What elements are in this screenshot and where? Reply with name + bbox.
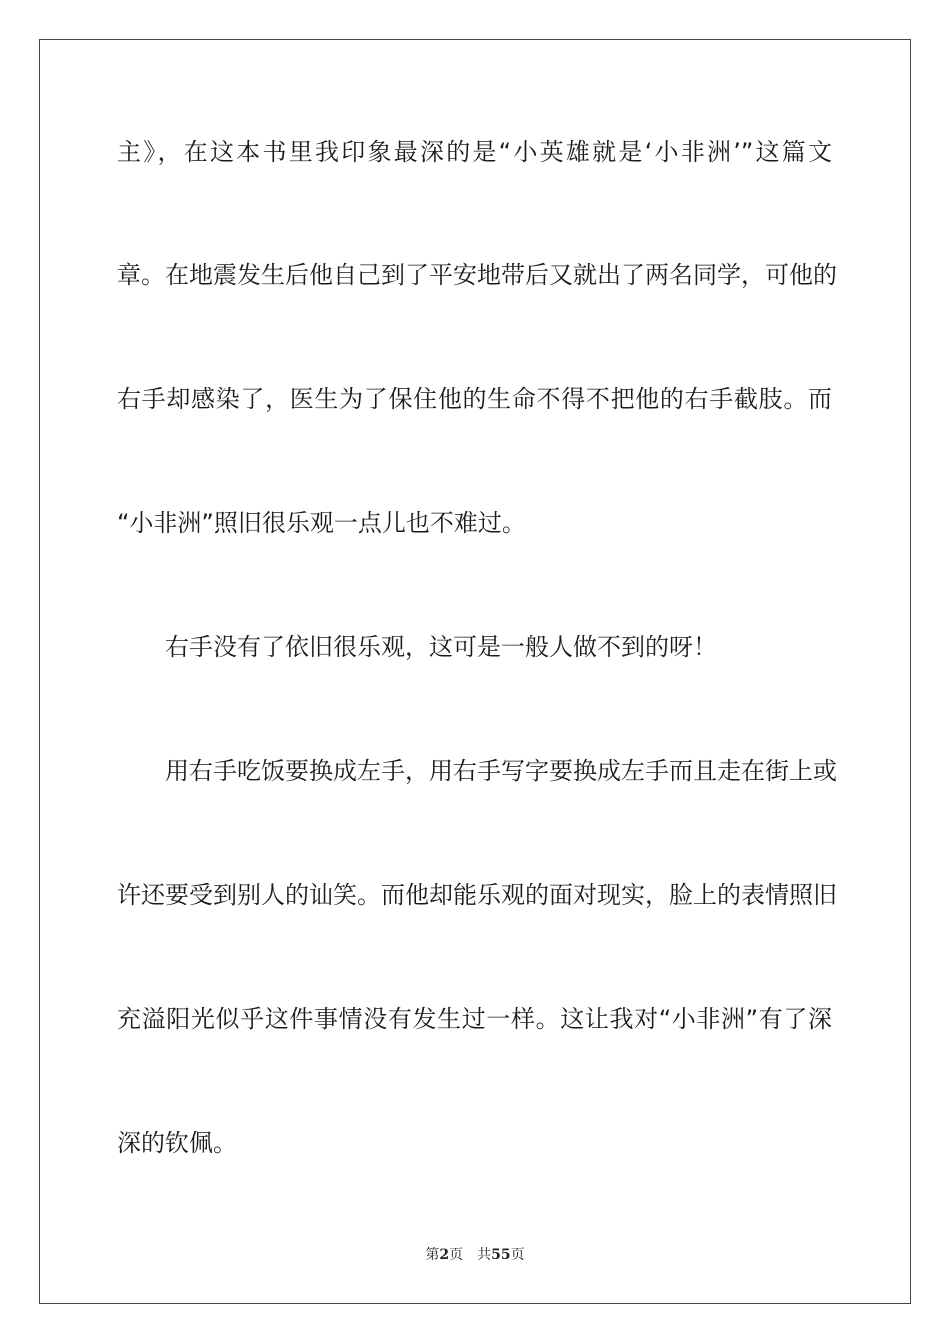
total-prefix: 共	[477, 1247, 492, 1263]
paragraph-line: 许还要受到别人的讪笑。而他却能乐观的面对现实，脸上的表情照旧	[117, 881, 837, 909]
total-suffix: 页	[510, 1247, 525, 1263]
page-suffix: 页	[449, 1247, 464, 1263]
page-number-footer	[0, 1245, 950, 1265]
paragraph-line: 深的钦佩。	[117, 1129, 237, 1157]
current-page-number: 2	[439, 1247, 450, 1263]
total-page-count: 55	[491, 1247, 511, 1263]
paragraph-line: 用右手吃饭要换成左手，用右手写字要换成左手而且走在街上或	[165, 757, 837, 785]
paragraph-line: “小非洲”照旧很乐观一点儿也不难过。	[117, 509, 526, 537]
paragraph-line: 右手没有了依旧很乐观，这可是一般人做不到的呀！	[165, 633, 717, 661]
paragraph-line: 主》，在这本书里我印象最深的是“小英雄就是‘小非洲’”这篇文	[117, 138, 832, 166]
page-border	[39, 39, 911, 1304]
paragraph-line: 充溢阳光似乎这件事情没有发生过一样。这让我对“小非洲”有了深	[117, 1005, 832, 1033]
paragraph-line: 章。在地震发生后他自己到了平安地带后又就出了两名同学，可他的	[117, 261, 837, 289]
paragraph-line: 右手却感染了，医生为了保住他的生命不得不把他的右手截肢。而	[117, 385, 832, 413]
page-prefix: 第	[425, 1247, 440, 1263]
